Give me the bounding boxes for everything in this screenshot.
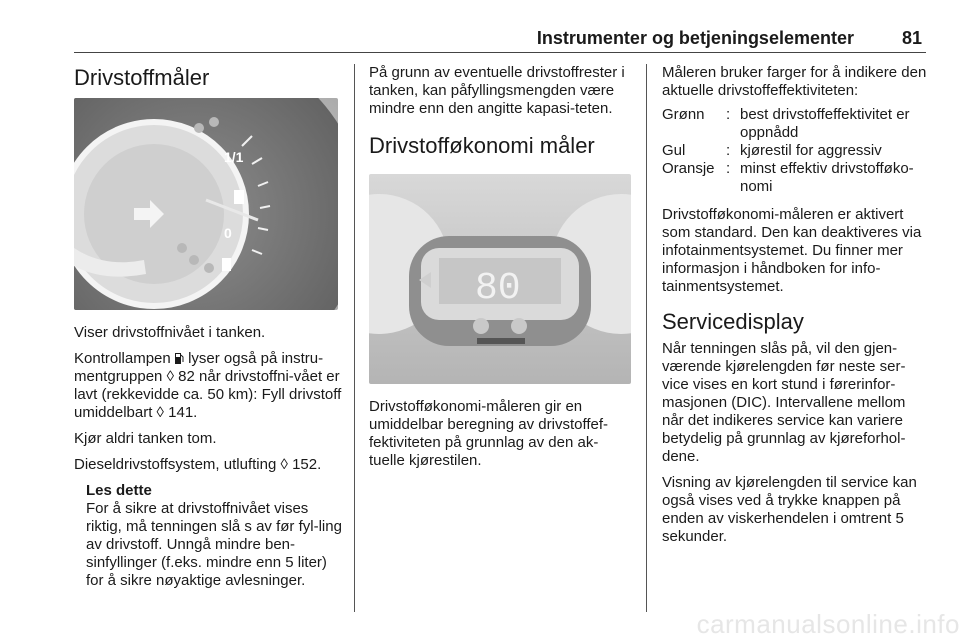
legend-row [662, 142, 928, 160]
watermark-text: carmanualsonline.info [696, 609, 960, 639]
note-box [86, 482, 344, 590]
column-3 [662, 64, 928, 554]
fuel-economy-figure [369, 174, 631, 384]
column-divider [354, 64, 355, 612]
svg-text:0: 0 [224, 225, 232, 241]
reference-symbol: ◊ [166, 368, 174, 385]
color-legend-table [662, 106, 928, 196]
section-heading-fuel-gauge: Drivstoffmåler [74, 65, 210, 90]
column-1 [74, 64, 344, 590]
service-display-paragraph: Når tenningen slås på, vil den gjen-værende kjørelengden før neste ser-vice vises en kort stund i førerinfor-masjonen (DIC). Intervallene mellom når det indikeres service kan variere betydelig på grunnlag av kjøreforhol-dene. [662, 340, 906, 465]
fuel-pump-icon [175, 352, 184, 364]
tank-capacity-paragraph: På grunn av eventuelle drivstoffrester i tanken, kan påfyllingsmengden være mindre enn den angitte kapasi-teten. [369, 64, 625, 117]
section-heading-service-display: Servicedisplay [662, 309, 804, 334]
color-intro-paragraph: Måleren bruker farger for å indikere den aktuelle drivstoffeffektiviteten: [662, 64, 927, 99]
legend-description: minst effektiv drivstofføko-nomi [740, 160, 914, 195]
legend-color: Grønn [662, 106, 705, 123]
fuel-warning-paragraph: Kontrollampen lyser også på instru-mentgruppen ◊ 82 når drivstoffni-vået er lavt (rekkevidde ca. 50 km): Fyll drivstoff umiddelbart ◊ 141. [74, 350, 342, 421]
page-number: 81 [901, 28, 922, 48]
note-text: For å sikre at drivstoffnivået vises riktig, må tenningen slå s av før fyl-ling av drivstoff. Unngå mindre ben-sinfyllinger (f.eks. mindre enn 5 liter) for å sikre nøyaktige avlesninger. [86, 500, 342, 589]
economy-gauge-settings-paragraph: Drivstofføkonomi-måleren er aktivert som standard. Den kan deaktiveres via infotainmentsystemet. Du finner mer informasjon i håndboken for info-tainmentsystemet. [662, 206, 922, 295]
legend-separator: : [726, 142, 731, 159]
column-2 [369, 64, 633, 478]
legend-separator: : [726, 106, 731, 123]
legend-description: kjørestil for aggressiv [740, 142, 882, 159]
legend-color: Oransje [662, 160, 715, 177]
fuel-gauge-figure [74, 98, 338, 310]
service-button-paragraph: Visning av kjørelengden til service kan også vises ved å trykke knappen på enden av viskerhendelen i omtrent 5 sekunder. [662, 474, 917, 545]
legend-description: best drivstoffeffektivitet er oppnådd [740, 106, 910, 141]
empty-tank-warning: Kjør aldri tanken tom. [74, 430, 217, 447]
page-header [74, 28, 926, 53]
display-speed-value: 80 [475, 267, 521, 310]
legend-separator: : [726, 160, 731, 177]
fuel-gauge-description: Viser drivstoffnivået i tanken. [74, 324, 266, 341]
reference-symbol: ◊ [280, 456, 288, 473]
note-heading: Les dette [86, 482, 152, 499]
diesel-bleeding-reference: Dieseldrivstoffsystem, utlufting ◊ 152. [74, 456, 322, 473]
reference-symbol: ◊ [156, 404, 164, 421]
svg-text:1/1: 1/1 [224, 149, 244, 165]
legend-row [662, 160, 928, 196]
fuel-economy-description: Drivstofføkonomi-måleren gir en umiddelbar beregning av drivstoffef-fektiviteten på grunnlag av den ak-tuelle kjørestilen. [369, 398, 609, 469]
legend-row [662, 106, 928, 142]
legend-color: Gul [662, 142, 686, 159]
column-divider [646, 64, 647, 612]
header-title: Instrumenter og betjeningselementer [536, 28, 854, 48]
section-heading-fuel-economy: Drivstofføkonomi måler [369, 133, 595, 158]
